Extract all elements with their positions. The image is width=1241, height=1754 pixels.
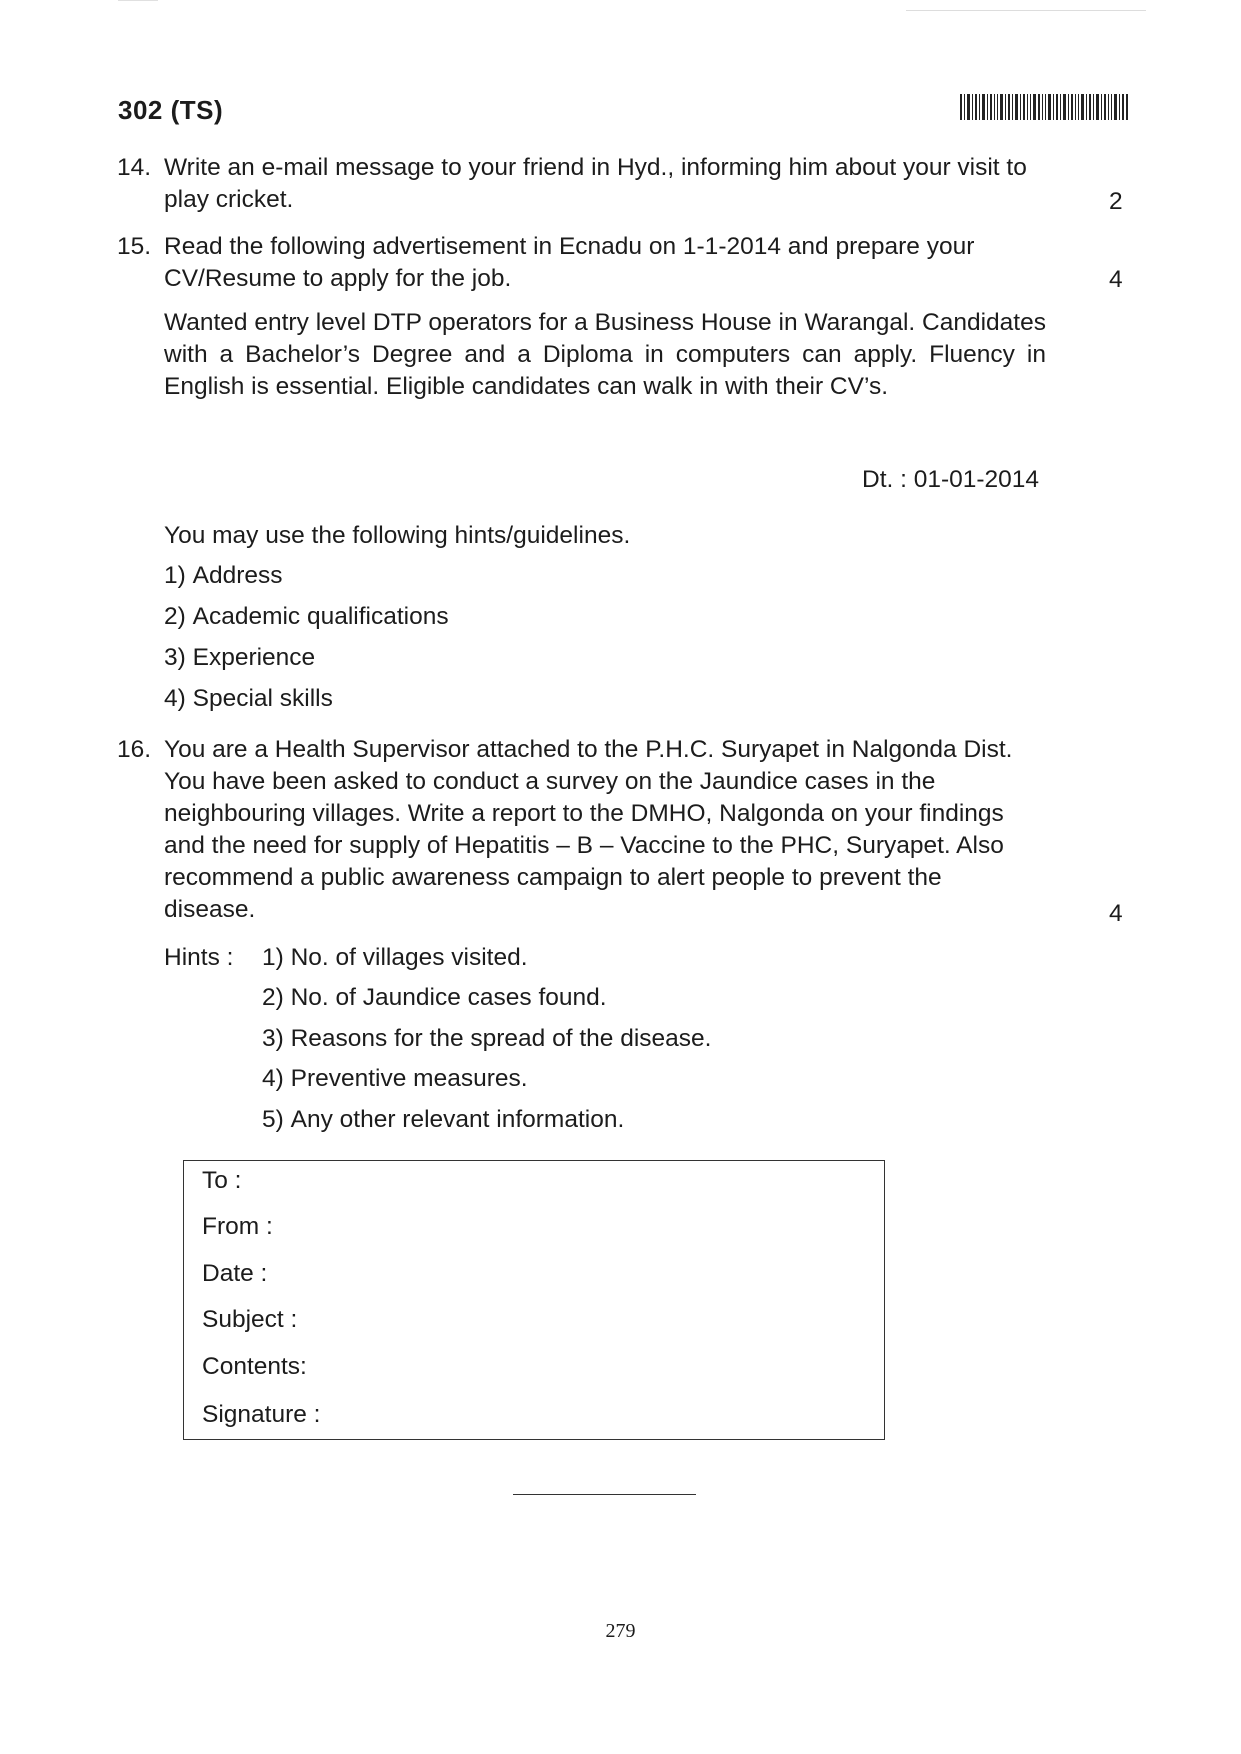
question-line: play cricket. [164, 186, 294, 213]
question-number: 15. [117, 233, 152, 260]
list-item: 3) Experience [164, 644, 316, 671]
report-format-box [183, 1160, 885, 1440]
list-item: 4) Preventive measures. [262, 1065, 528, 1092]
question-line: disease. [164, 896, 256, 923]
question-number: 14. [117, 154, 152, 181]
list-item: 4) Special skills [164, 685, 333, 712]
hints-label: Hints : [164, 944, 234, 971]
question-text [164, 152, 1084, 216]
list-item: 2) No. of Jaundice cases found. [262, 984, 607, 1011]
advertisement-text: Wanted entry level DTP operators for a Business House in Warangal. Candidates with a Bachelor’s Degree and a Diploma in computers can apply. Fluency in English is essential. Eligible candidates can walk in with their CV’s. [164, 309, 1046, 400]
marks: 4 [1109, 266, 1123, 293]
advertisement-date: Dt. : 01-01-2014 [862, 466, 1040, 493]
barcode-icon [960, 92, 1130, 122]
field-contents: Contents: [202, 1353, 307, 1380]
question-line: Read the following advertisement in Ecnadu on 1-1-2014 and prepare your [164, 233, 975, 260]
list-item: 5) Any other relevant information. [262, 1106, 625, 1133]
question-text [164, 734, 1084, 926]
list-item: 1) Address [164, 562, 283, 589]
scan-mark [118, 0, 158, 1]
field-subject: Subject : [202, 1306, 298, 1333]
question-number: 16. [117, 736, 152, 763]
field-date: Date : [202, 1260, 268, 1287]
marks: 4 [1109, 900, 1123, 927]
paper-code: 302 (TS) [118, 95, 224, 125]
question-line: You have been asked to conduct a survey on the Jaundice cases in the [164, 768, 936, 795]
end-divider [513, 1494, 696, 1495]
hints-intro: You may use the following hints/guidelines. [164, 522, 631, 549]
field-to: To : [202, 1167, 242, 1194]
question-line: Write an e-mail message to your friend in Hyd., informing him about your visit to [164, 154, 1027, 181]
marks: 2 [1109, 188, 1123, 215]
question-line: You are a Health Supervisor attached to the P.H.C. Suryapet in Nalgonda Dist. [164, 736, 1013, 763]
field-from: From : [202, 1213, 273, 1240]
question-line: and the need for supply of Hepatitis – B – Vaccine to the PHC, Suryapet. Also [164, 832, 1004, 859]
list-item: 2) Academic qualifications [164, 603, 449, 630]
list-item: 3) Reasons for the spread of the disease. [262, 1025, 712, 1052]
question-line: neighbouring villages. Write a report to the DMHO, Nalgonda on your findings [164, 800, 1004, 827]
list-item: 1) No. of villages visited. [262, 944, 528, 971]
question-line: CV/Resume to apply for the job. [164, 265, 512, 292]
page-number: 279 [605, 1620, 636, 1642]
field-signature: Signature : [202, 1401, 321, 1428]
question-line: recommend a public awareness campaign to alert people to prevent the [164, 864, 942, 891]
question-text [164, 231, 1084, 295]
scan-line [906, 10, 1146, 11]
